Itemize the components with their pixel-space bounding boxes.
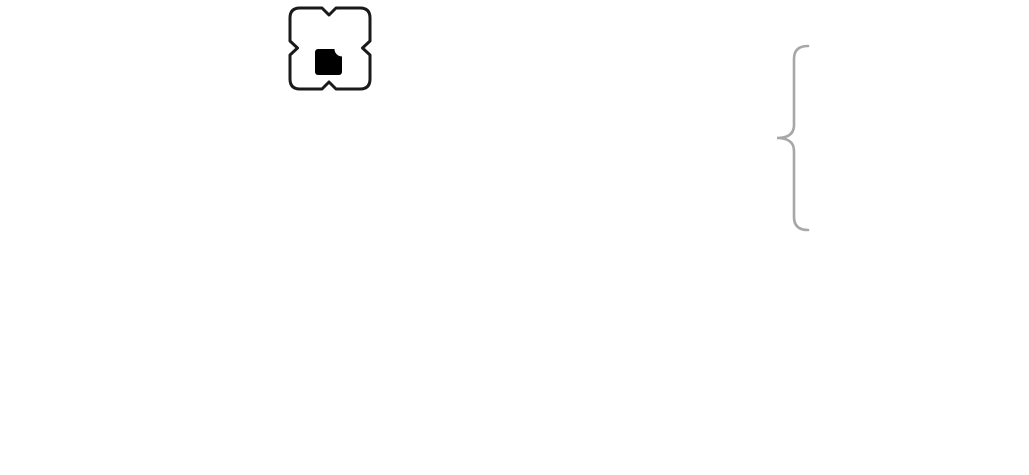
- timeline-start-marker: [57, 313, 85, 341]
- la-nueva-linea-1-logo: [288, 6, 372, 91]
- lifespan-banner: [188, 110, 772, 170]
- brace-icon: [770, 44, 812, 232]
- timeline-arrow-icon: [926, 294, 978, 366]
- badge-corner-cut: [335, 42, 350, 57]
- timeline-line: [30, 322, 907, 332]
- ticket-outline: [290, 8, 370, 89]
